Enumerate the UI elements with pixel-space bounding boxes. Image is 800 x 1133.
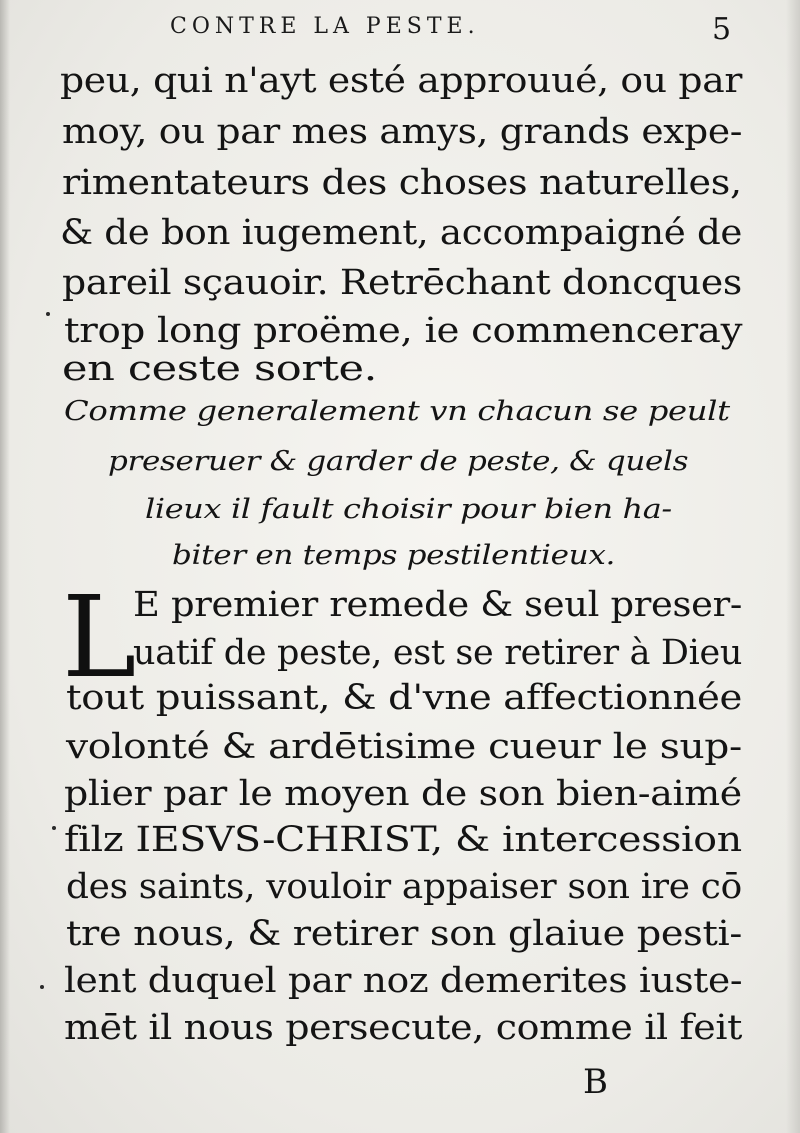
chapter-heading-line: lieux il fault choisir pour bien ha- xyxy=(145,494,672,525)
text-line: en ceste sorte. xyxy=(62,349,378,389)
text-line: peu, qui n'ayt esté approuué, ou par xyxy=(60,61,743,101)
chapter-heading-line: preseruer & garder de peste, & quels xyxy=(108,446,689,477)
chapter-heading-line: Comme generalement vn chacun se peult xyxy=(64,396,730,427)
text-line: trop long proëme, ie commenceray xyxy=(64,311,743,351)
binding-shadow xyxy=(0,0,10,1133)
running-title: CONTRE LA PESTE. xyxy=(170,14,480,39)
body-line: tout puissant, & d'vne affectionnée xyxy=(66,678,743,718)
drop-cap-letter: L xyxy=(62,573,137,703)
body-line: mēt il nous persecute, comme il feit xyxy=(64,1008,743,1048)
page-edge xyxy=(786,0,800,1133)
text-line: moy, ou par mes amys, grands expe- xyxy=(62,112,743,152)
body-line: plier par le moyen de son bien-aimé xyxy=(64,774,742,814)
text-line: & de bon iugement, accompaigné de xyxy=(60,213,743,253)
ink-speck xyxy=(52,826,56,830)
page-number: 5 xyxy=(712,12,732,47)
body-line: volonté & ardētisime cueur le sup- xyxy=(66,727,742,767)
ink-speck xyxy=(46,312,50,316)
body-line: des saints, vouloir appaiser son ire cō xyxy=(66,867,742,907)
body-line: lent duquel par noz demerites iuste- xyxy=(64,961,743,1001)
body-line: E premier remede & seul preser- xyxy=(133,585,743,625)
text-line: pareil sçauoir. Retrēchant doncques xyxy=(62,263,742,303)
ink-speck xyxy=(40,985,44,989)
text-line: rimentateurs des choses naturelles, xyxy=(62,163,742,203)
body-line: uatif de peste, est se retirer à Dieu xyxy=(133,633,743,673)
signature-mark: B xyxy=(583,1062,608,1102)
chapter-heading-line: biter en temps pestilentieux. xyxy=(172,540,616,571)
body-line: filz IESVS-CHRIST, & intercession xyxy=(64,820,742,860)
body-line: tre nous, & retirer son glaiue pesti- xyxy=(66,914,742,954)
